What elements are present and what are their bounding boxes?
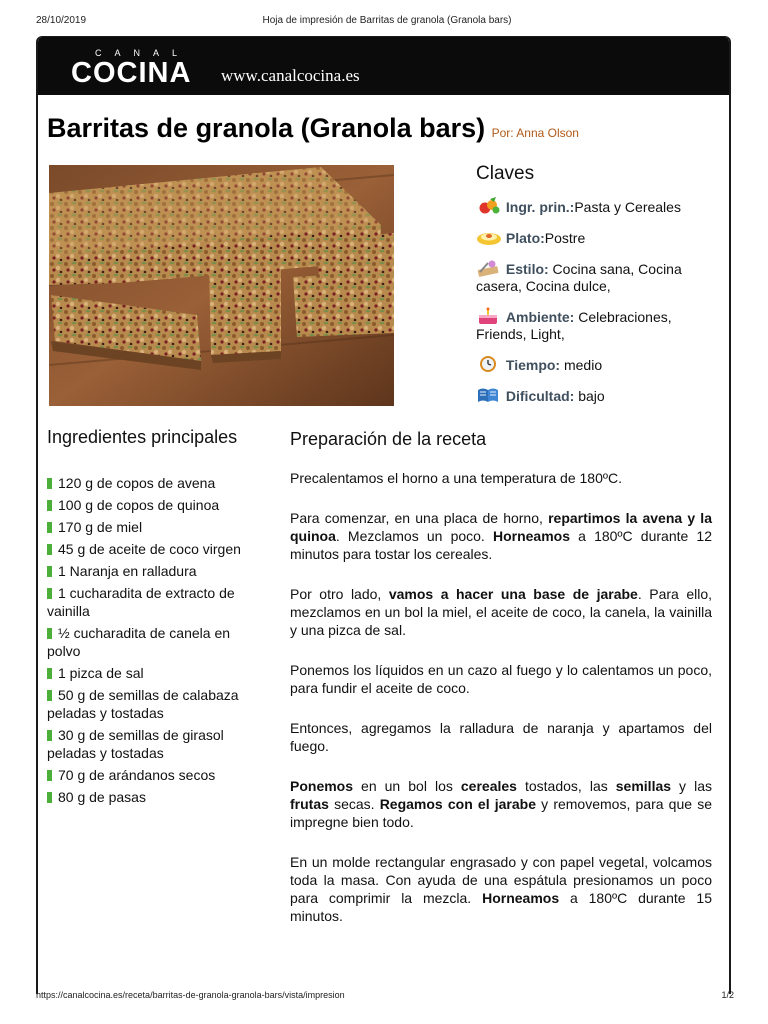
site-url[interactable]: www.canalcocina.es <box>221 66 360 85</box>
claves-panel <box>476 163 726 417</box>
key-label: Tiempo: <box>505 357 561 373</box>
key-ambience <box>476 307 726 343</box>
ingredient-text: 50 g de semillas de calabaza peladas y tostadas <box>47 687 239 721</box>
step-text: tostados, las <box>516 778 616 794</box>
bullet-icon <box>47 690 52 701</box>
step-text: secas. <box>328 796 380 812</box>
print-footer <box>36 990 738 1004</box>
ingredient-text: 30 g de semillas de girasol peladas y tostadas <box>47 727 224 761</box>
ingredient-text: 1 cucharadita de extracto de vainilla <box>47 585 235 619</box>
print-title: Hoja de impresión de Barritas de granola (Granola bars) <box>262 15 512 26</box>
ingredient-text: 120 g de copos de avena <box>58 475 216 491</box>
ingredient-item <box>47 496 267 514</box>
ingredient-text: 1 Naranja en ralladura <box>58 563 197 579</box>
style-icon <box>476 259 502 277</box>
dish-icon <box>476 228 502 246</box>
bullet-icon <box>47 588 52 599</box>
ingredient-item <box>47 518 267 536</box>
bullet-icon <box>47 566 52 577</box>
ingredient-text: 100 g de copos de quinoa <box>58 497 220 513</box>
key-value: Postre <box>544 230 586 246</box>
recipe-card <box>36 36 731 994</box>
ingredient-item <box>47 686 267 722</box>
ingredient-text: 80 g de pasas <box>58 789 146 805</box>
step-text: Precalentamos el horno a una temperatura de 180ºC. <box>290 470 622 486</box>
key-label: Dificultad: <box>505 388 575 404</box>
preparation-steps <box>290 469 712 925</box>
step-text: a 180ºC durante 12 minutos para tostar los cereales. <box>290 528 712 562</box>
preparation-section <box>290 429 712 947</box>
page-number: 1/2 <box>721 990 734 1000</box>
step-bold-text: Ponemos <box>290 778 354 794</box>
key-style <box>476 259 726 295</box>
print-url: https://canalcocina.es/receta/barritas-de-granola-granola-bars/vista/impresion <box>36 990 345 1000</box>
bullet-icon <box>47 668 52 679</box>
ingredient-item <box>47 624 267 660</box>
step-bold-text: Regamos con el jarabe <box>379 796 536 812</box>
canal-cocina-logo[interactable] <box>71 45 211 89</box>
step-text: . Mezclamos un poco. <box>335 528 493 544</box>
key-label: Plato: <box>505 230 545 246</box>
ingredient-item <box>47 766 267 784</box>
ingredients-list <box>47 474 267 806</box>
key-label: Ingr. prin.: <box>505 199 575 215</box>
ingredient-text: 1 pizca de sal <box>58 665 144 681</box>
step-text: y removemos, para que se impregne bien todo. <box>290 796 712 830</box>
bullet-icon <box>47 522 52 533</box>
claves-heading: Claves <box>476 163 535 184</box>
step-bold-text: repartimos la avena y la quinoa <box>290 510 712 544</box>
preparation-step <box>290 661 712 697</box>
preparation-step <box>290 509 712 563</box>
key-value: Celebraciones, Friends, Light, <box>476 309 672 342</box>
step-text: a 180ºC durante 15 minutos. <box>290 890 713 924</box>
logo-canal-text: CANAL <box>94 48 190 58</box>
ingredient-text: 170 g de miel <box>58 519 143 535</box>
ingredient-text: 70 g de arándanos secos <box>58 767 216 783</box>
key-value: Cocina sana, Cocina casera, Cocina dulce, <box>476 261 682 294</box>
preparation-step <box>290 585 712 639</box>
key-label: Estilo: <box>505 261 549 277</box>
key-value: Pasta y Cereales <box>574 199 681 215</box>
step-bold-text: vamos a hacer una base de jarabe <box>388 586 638 602</box>
ingredient-item <box>47 540 267 558</box>
preparation-heading: Preparación de la receta <box>290 429 487 449</box>
bullet-icon <box>47 628 52 639</box>
step-text: Entonces, agregamos la ralladura de naranja y apartamos del fuego. <box>290 720 712 754</box>
step-bold-text: cereales <box>460 778 517 794</box>
preparation-step <box>290 469 712 487</box>
bullet-icon <box>47 792 52 803</box>
print-header <box>36 15 738 31</box>
recipe-title-row <box>47 113 579 144</box>
recipe-title: Barritas de granola (Granola bars) <box>47 113 486 143</box>
key-time <box>476 355 726 374</box>
ingredient-item <box>47 664 267 682</box>
ingredient-item <box>47 584 267 620</box>
preparation-step <box>290 853 712 925</box>
clock-icon <box>476 355 502 373</box>
preparation-step <box>290 777 712 831</box>
ingredient-item <box>47 726 267 762</box>
ingredients-heading: Ingredientes principales <box>47 427 238 447</box>
key-label: Ambiente: <box>505 309 575 325</box>
step-text: y las <box>671 778 712 794</box>
bullet-icon <box>47 500 52 511</box>
brand-bar <box>38 37 729 95</box>
vegetables-icon <box>476 197 502 215</box>
step-bold-text: Horneamos <box>492 528 570 544</box>
granola-bars-photo <box>49 165 394 406</box>
key-value: bajo <box>574 388 605 404</box>
cake-icon <box>476 307 502 325</box>
step-text: En un molde rectangular engrasado y con papel vegetal, volcamos toda la masa. Con ayuda de una espátula presionamos un poco para comprimir la mezcla. <box>290 854 712 906</box>
key-difficulty <box>476 386 726 405</box>
logo-cocina-text: COCINA <box>71 57 192 89</box>
recipe-author[interactable]: Por: Anna Olson <box>491 126 579 140</box>
step-bold-text: semillas <box>615 778 672 794</box>
bullet-icon <box>47 770 52 781</box>
ingredient-text: ½ cucharadita de canela en polvo <box>47 625 231 659</box>
step-text: Por otro lado, <box>290 586 389 602</box>
print-date: 28/10/2019 <box>36 15 87 26</box>
preparation-step <box>290 719 712 755</box>
step-text: Ponemos los líquidos en un cazo al fuego y lo calentamos un poco, para fundir el aceite de coco. <box>290 662 712 696</box>
step-bold-text: Horneamos <box>482 890 560 906</box>
bullet-icon <box>47 478 52 489</box>
key-dish <box>476 228 726 247</box>
step-bold-text: frutas <box>290 796 329 812</box>
bullet-icon <box>47 544 52 555</box>
ingredients-section <box>47 427 267 810</box>
ingredient-item <box>47 788 267 806</box>
ingredient-item <box>47 562 267 580</box>
book-icon <box>476 386 502 404</box>
key-main-ingredient <box>476 197 726 216</box>
step-text: . Para ello, mezclamos en un bol la miel, el aceite de coco, la canela, la vainilla y una pizca de sal. <box>290 586 713 638</box>
key-value: medio <box>560 357 603 373</box>
bullet-icon <box>47 730 52 741</box>
step-text: Para comenzar, en una placa de horno, <box>290 510 549 526</box>
ingredient-item <box>47 474 267 492</box>
ingredient-text: 45 g de aceite de coco virgen <box>58 541 241 557</box>
step-text: en un bol los <box>353 778 461 794</box>
